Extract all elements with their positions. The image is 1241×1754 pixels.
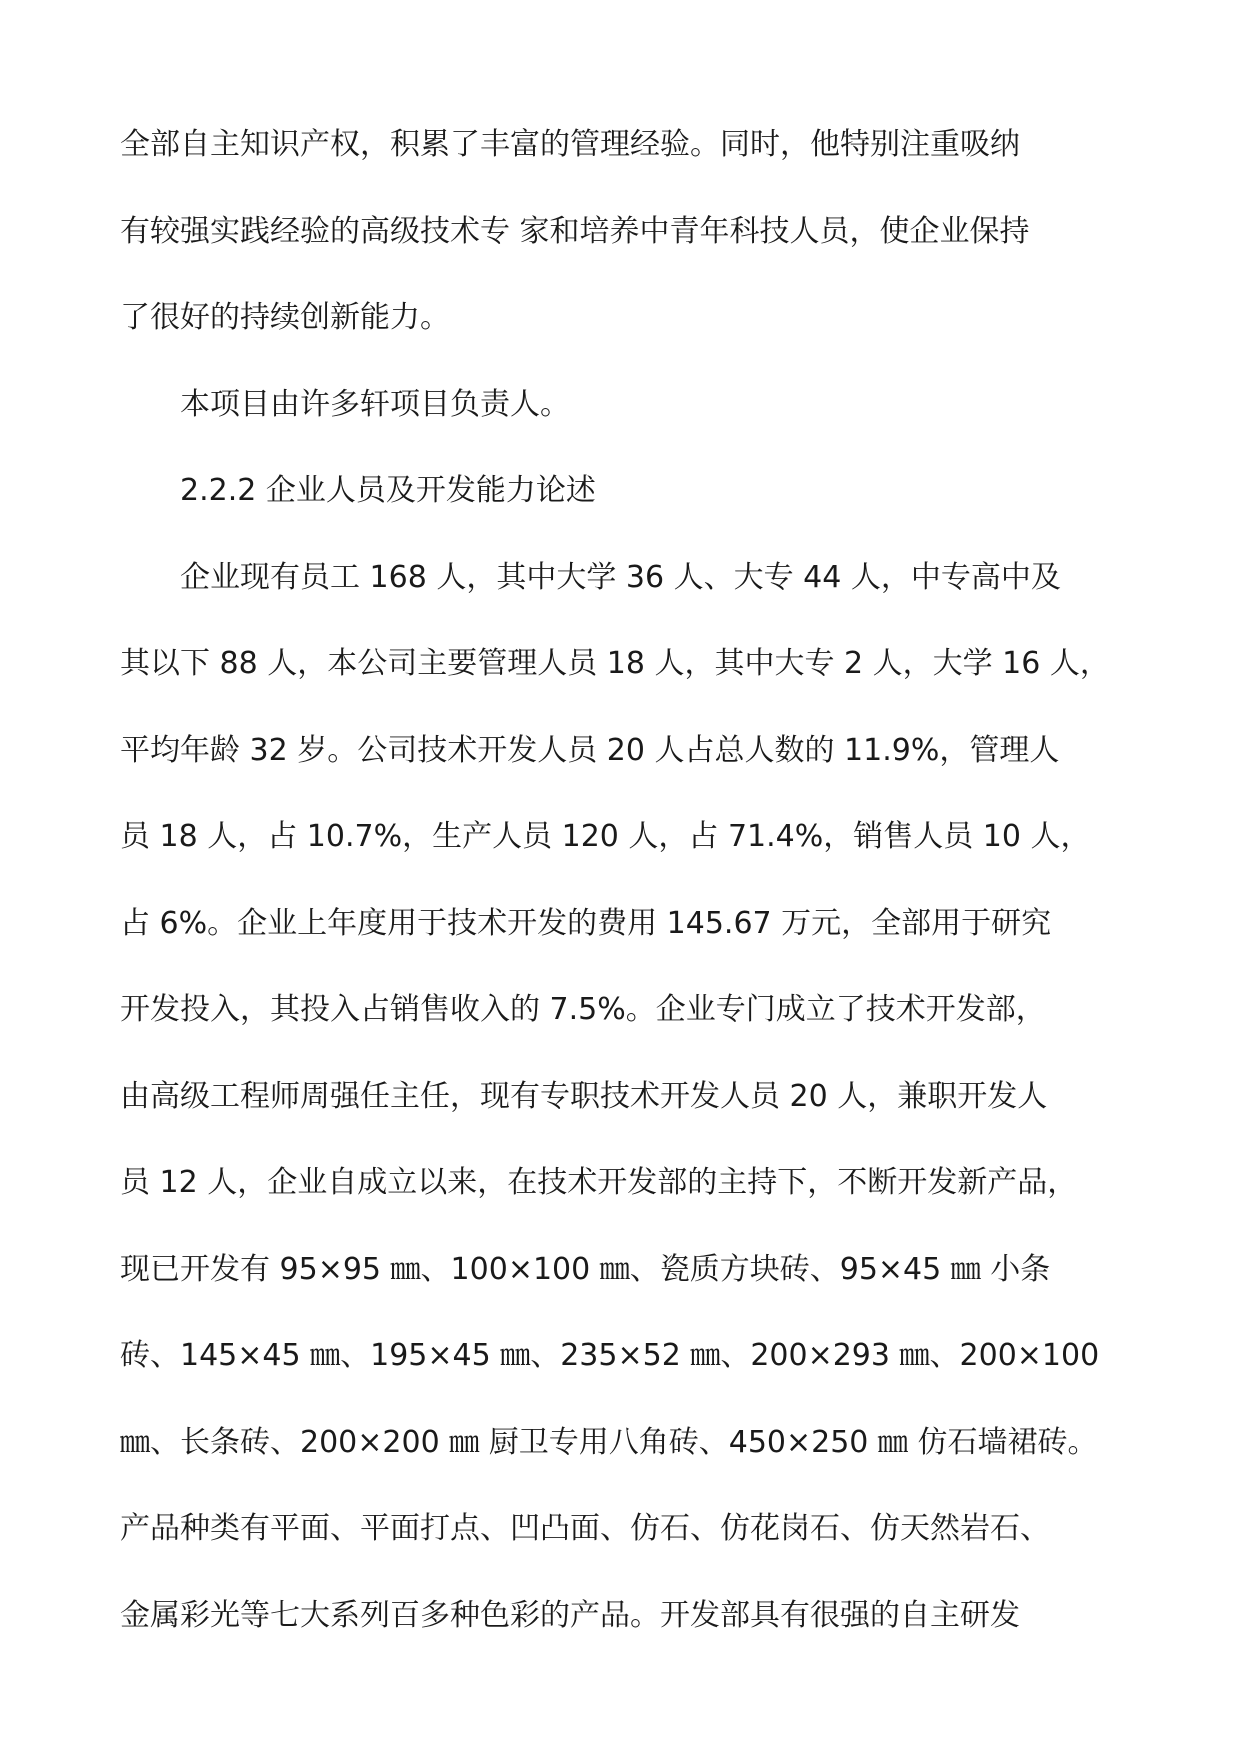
text-line: ㎜、长条砖、200×200 ㎜ 厨卫专用八角砖、450×250 ㎜ 仿石墙裙砖。: [120, 1424, 1098, 1460]
paragraph-first-line: 企业现有员工 168 人，其中大学 36 人、大专 44 人，中专高中及: [180, 559, 1061, 595]
text-line: 占 6%。企业上年度用于技术开发的费用 145.67 万元，全部用于研究: [120, 905, 1052, 941]
document-body: [120, 102, 1140, 1659]
text-line: 现已开发有 95×95 ㎜、100×100 ㎜、瓷质方块砖、95×45 ㎜ 小条: [120, 1251, 1051, 1287]
text-line: 有较强实践经验的高级技术专 家和培养中青年科技人员，使企业保持: [120, 213, 1030, 249]
text-line: 由高级工程师周强任主任，现有专职技术开发人员 20 人，兼职开发人: [120, 1078, 1048, 1114]
section-heading: 2.2.2 企业人员及开发能力论述: [180, 473, 596, 508]
text-line: 全部自主知识产权，积累了丰富的管理经验。同时，他特别注重吸纳: [120, 127, 1020, 162]
text-line: 员 18 人，占 10.7%，生产人员 120 人，占 71.4%，销售人员 10 人，: [120, 819, 1091, 854]
text-line: 产品种类有平面、平面打点、凹凸面、仿石、仿花岗石、仿天然岩石、: [120, 1511, 1050, 1546]
text-line: 员 12 人，企业自成立以来，在技术开发部的主持下，不断开发新产品，: [120, 1165, 1078, 1200]
text-line: 金属彩光等七大系列百多种色彩的产品。开发部具有很强的自主研发: [120, 1597, 1020, 1633]
text-line: 了很好的持续创新能力。: [120, 300, 450, 335]
text-line: 其以下 88 人，本公司主要管理人员 18 人，其中大专 2 人，大学 16 人，: [120, 646, 1110, 681]
text-line: 开发投入，其投入占销售收入的 7.5%。企业专门成立了技术开发部，: [120, 992, 1046, 1027]
text-line: 砖、145×45 ㎜、195×45 ㎜、235×52 ㎜、200×293 ㎜、200×100: [120, 1338, 1100, 1373]
paragraph-first-line: 本项目由许多轩项目负责人。: [180, 386, 570, 422]
text-line: 平均年龄 32 岁。公司技术开发人员 20 人占总人数的 11.9%，管理人: [120, 732, 1060, 768]
